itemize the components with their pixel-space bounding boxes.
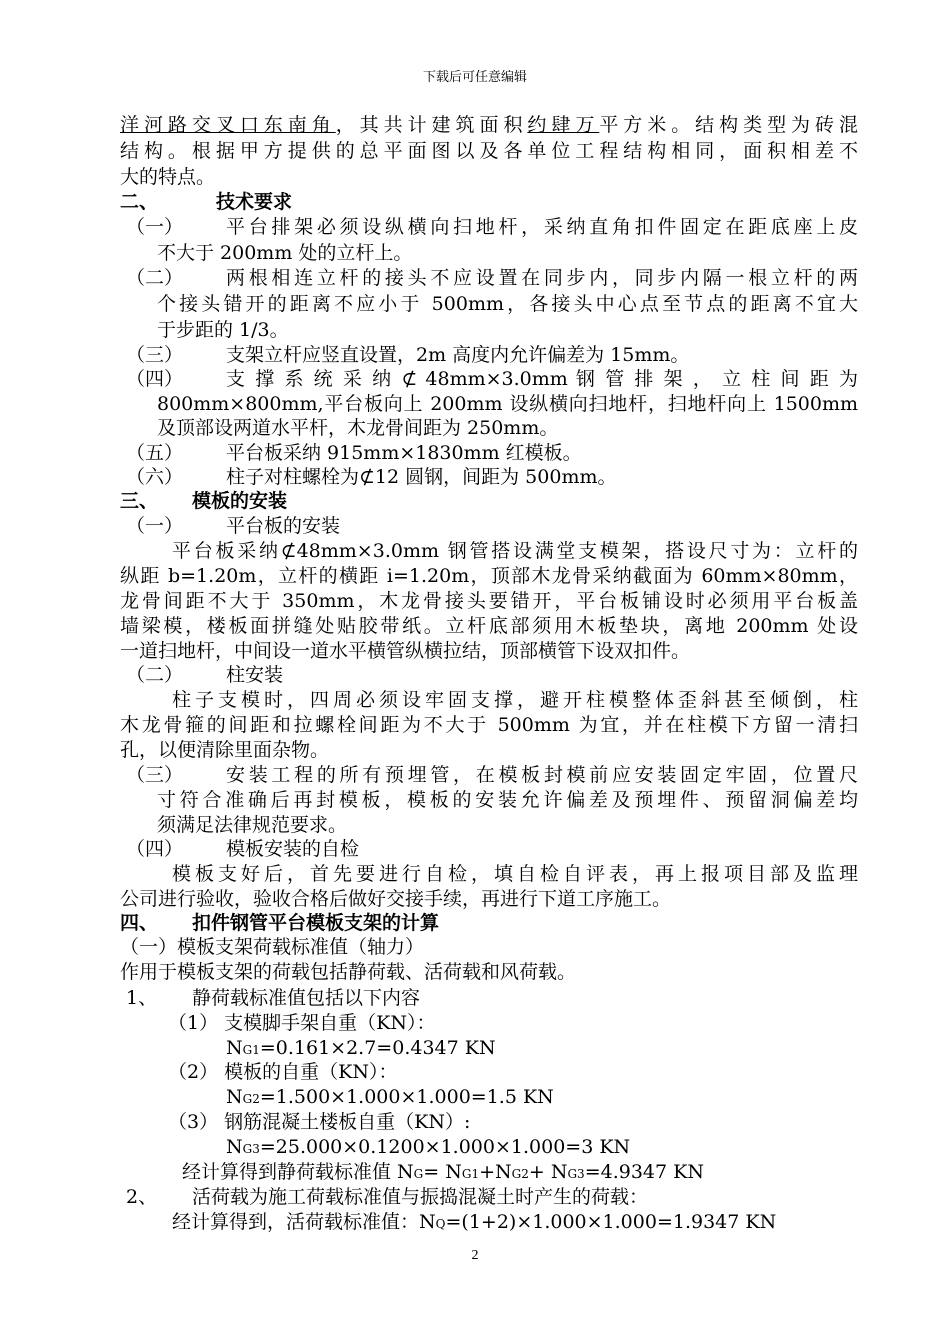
- formula-line: [226, 1084, 554, 1112]
- item-number: 2、: [126, 1186, 158, 1208]
- section-number: 二、: [120, 191, 159, 213]
- text: ，其共计建筑面积: [335, 114, 528, 136]
- section-heading: 扣件钢管平台模板支架的计算: [192, 912, 440, 934]
- formula-value: =0.161×2.7=0.4347 KN: [259, 1037, 496, 1059]
- formula-subscript: G3: [242, 1142, 260, 1156]
- item-number: （二）: [126, 664, 184, 686]
- item-number: 1、: [126, 987, 158, 1009]
- item-number: （一）: [126, 216, 184, 238]
- paragraph-line: 寸符合准确后再封模板，模板的安装允许偏差及预埋件、预留洞偏差均: [157, 789, 858, 811]
- formula-line: [172, 1209, 776, 1237]
- paragraph-line: 木龙骨箍的间距和拉螺栓间距为不大于 500mm 为宜，并在柱模下方留一清扫: [120, 714, 858, 736]
- formula-subscript: G3: [567, 1167, 585, 1181]
- paragraph-line: 800mm×800mm,平台板向上 200mm 设纵横向扫地杆，扫地杆向上 1500mm: [157, 393, 858, 415]
- paragraph-line: 须满足法律规范要求。: [157, 814, 348, 836]
- list-item: （3） 钢筋混凝土楼板自重（KN）:: [168, 1111, 471, 1133]
- section-number: 三、: [120, 490, 159, 512]
- subsection-title: 平台板的安装: [226, 515, 341, 537]
- paragraph-line: 平台板采纳⊄48mm×3.0mm 钢管搭设满堂支模架，搭设尺寸为：立杆的: [172, 540, 858, 562]
- text: +N: [479, 1161, 512, 1183]
- paragraph-line: 个接头错开的距离不应小于 500mm，各接头中心点至节点的距离不宜大: [157, 293, 858, 315]
- formula-subscript: G2: [511, 1167, 529, 1181]
- formula-symbol: N: [226, 1136, 243, 1158]
- item-number: （二）: [126, 267, 184, 289]
- underlined-text: 洋河路交叉口东南角: [120, 114, 336, 136]
- paragraph-line: 孔，以便清除里面杂物。: [120, 739, 330, 761]
- paragraph-line: 安装工程的所有预埋管，在模板封模前应安装固定牢固，位置尺: [226, 764, 858, 786]
- paragraph-line: 不大于 200mm 处的立杆上。: [157, 242, 413, 264]
- text: 平方米。结构类型为砖混: [599, 114, 858, 136]
- item-number: （一）: [126, 515, 184, 537]
- paragraph-line: 于步距的 1/3。: [157, 319, 289, 341]
- paragraph-line: 柱子对柱螺栓为⊄12 圆钢，间距为 500mm。: [226, 466, 617, 488]
- paragraph-line: 平台板采纳 915mm×1830mm 红模板。: [226, 442, 582, 464]
- paragraph-line: 活荷载为施工荷载标准值与振捣混凝土时产生的荷载：: [192, 1186, 649, 1208]
- paragraph-line: [120, 112, 858, 138]
- subsection-title: 模板安装的自检: [226, 838, 360, 860]
- formula-subscript: G2: [242, 1092, 260, 1106]
- paragraph-line: 两根相连立杆的接头不应设置在同步内，同步内隔一根立杆的两: [226, 267, 858, 289]
- item-number: （五）: [126, 442, 184, 464]
- formula-subscript: Q: [435, 1217, 446, 1231]
- paragraph-line: 墙梁模，楼板面拼缝处贴胶带纸。立杆底部须用木板垫块，离地 200mm 处设: [120, 615, 858, 637]
- paragraph-line: 支架立杆应竖直设置，2m 高度内允许偏差为 15mm。: [226, 344, 690, 366]
- formula-subscript: G1: [461, 1167, 480, 1181]
- text: + N: [528, 1161, 568, 1183]
- formula-line: [182, 1159, 704, 1187]
- item-number: （六）: [126, 466, 184, 488]
- paragraph-line: 纵距 b=1.20m，立杆的横距 i=1.20m，顶部木龙骨采纳截面为 60mm×80mm，: [120, 565, 858, 587]
- item-number: （三）: [126, 764, 184, 786]
- list-item: （2） 模板的自重（KN）：: [168, 1061, 398, 1083]
- paragraph-line: 公司进行验收，验收合格后做好交接手续，再进行下道工序施工。: [120, 888, 672, 910]
- paragraph-line: 作用于模板支架的荷载包括静荷载、活荷载和风荷载。: [120, 961, 577, 983]
- paragraph-line: 模板支好后，首先要进行自检，填自检自评表，再上报项目部及监理: [172, 863, 858, 885]
- text: 经计算得到，活荷载标准值：N: [172, 1211, 436, 1233]
- formula-value: =25.000×0.1200×1.000×1.000=3 KN: [259, 1136, 631, 1158]
- subsection-title: （一）模板支架荷载标准值（轴力）: [120, 936, 425, 958]
- paragraph-line: 支 撑 系 统 采 纳 ⊄ 48mm×3.0mm 钢 管 排 架 ， 立 柱 间 距 为: [226, 368, 858, 390]
- formula-value: =1.500×1.000×1.000=1.5 KN: [259, 1086, 554, 1108]
- formula-symbol: N: [226, 1086, 243, 1108]
- text: =(1+2)×1.000×1.000=1.9347 KN: [445, 1211, 777, 1233]
- item-number: （四）: [126, 838, 184, 860]
- text: = N: [423, 1161, 462, 1183]
- section-heading: 技术要求: [216, 191, 293, 213]
- underlined-text: 约肆万: [527, 114, 600, 136]
- paragraph-line: 平台排架必须设纵横向扫地杆，采纳直角扣件固定在距底座上皮: [226, 216, 858, 238]
- list-item: （1） 支模脚手架自重（KN）：: [168, 1012, 436, 1034]
- text: 经计算得到静荷载标准值 N: [182, 1161, 414, 1183]
- page-number: 2: [471, 1248, 479, 1263]
- formula-subscript: G: [413, 1167, 424, 1181]
- paragraph-line: 结构。根据甲方提供的总平面图以及各单位工程结构相同，面积相差不: [120, 140, 858, 162]
- formula-symbol: N: [226, 1037, 243, 1059]
- item-number: （三）: [126, 344, 184, 366]
- text: =4.9347 KN: [584, 1161, 704, 1183]
- paragraph-line: 龙骨间距不大于 350mm，木龙骨接头要错开，平台板铺设时必须用平台板盖: [120, 590, 858, 612]
- paragraph-line: 大的特点。: [120, 166, 216, 188]
- section-number: 四、: [120, 912, 159, 934]
- formula-line: [226, 1134, 630, 1162]
- paragraph-line: 一道扫地杆，中间设一道水平横管纵横拉结，顶部横管下设双扣件。: [120, 640, 691, 662]
- page-header: 下载后可任意编辑: [422, 70, 527, 85]
- subsection-title: 柱安装: [226, 664, 284, 686]
- formula-subscript: G1: [242, 1043, 260, 1057]
- section-heading: 模板的安装: [192, 490, 288, 512]
- item-number: （四）: [126, 368, 184, 390]
- paragraph-line: 静荷载标准值包括以下内容: [192, 987, 421, 1009]
- paragraph-line: 及顶部设两道水平杆，木龙骨间距为 250mm。: [157, 417, 559, 439]
- paragraph-line: 柱子支模时，四周必须设牢固支撑，避开柱模整体歪斜甚至倾倒，柱: [172, 689, 858, 711]
